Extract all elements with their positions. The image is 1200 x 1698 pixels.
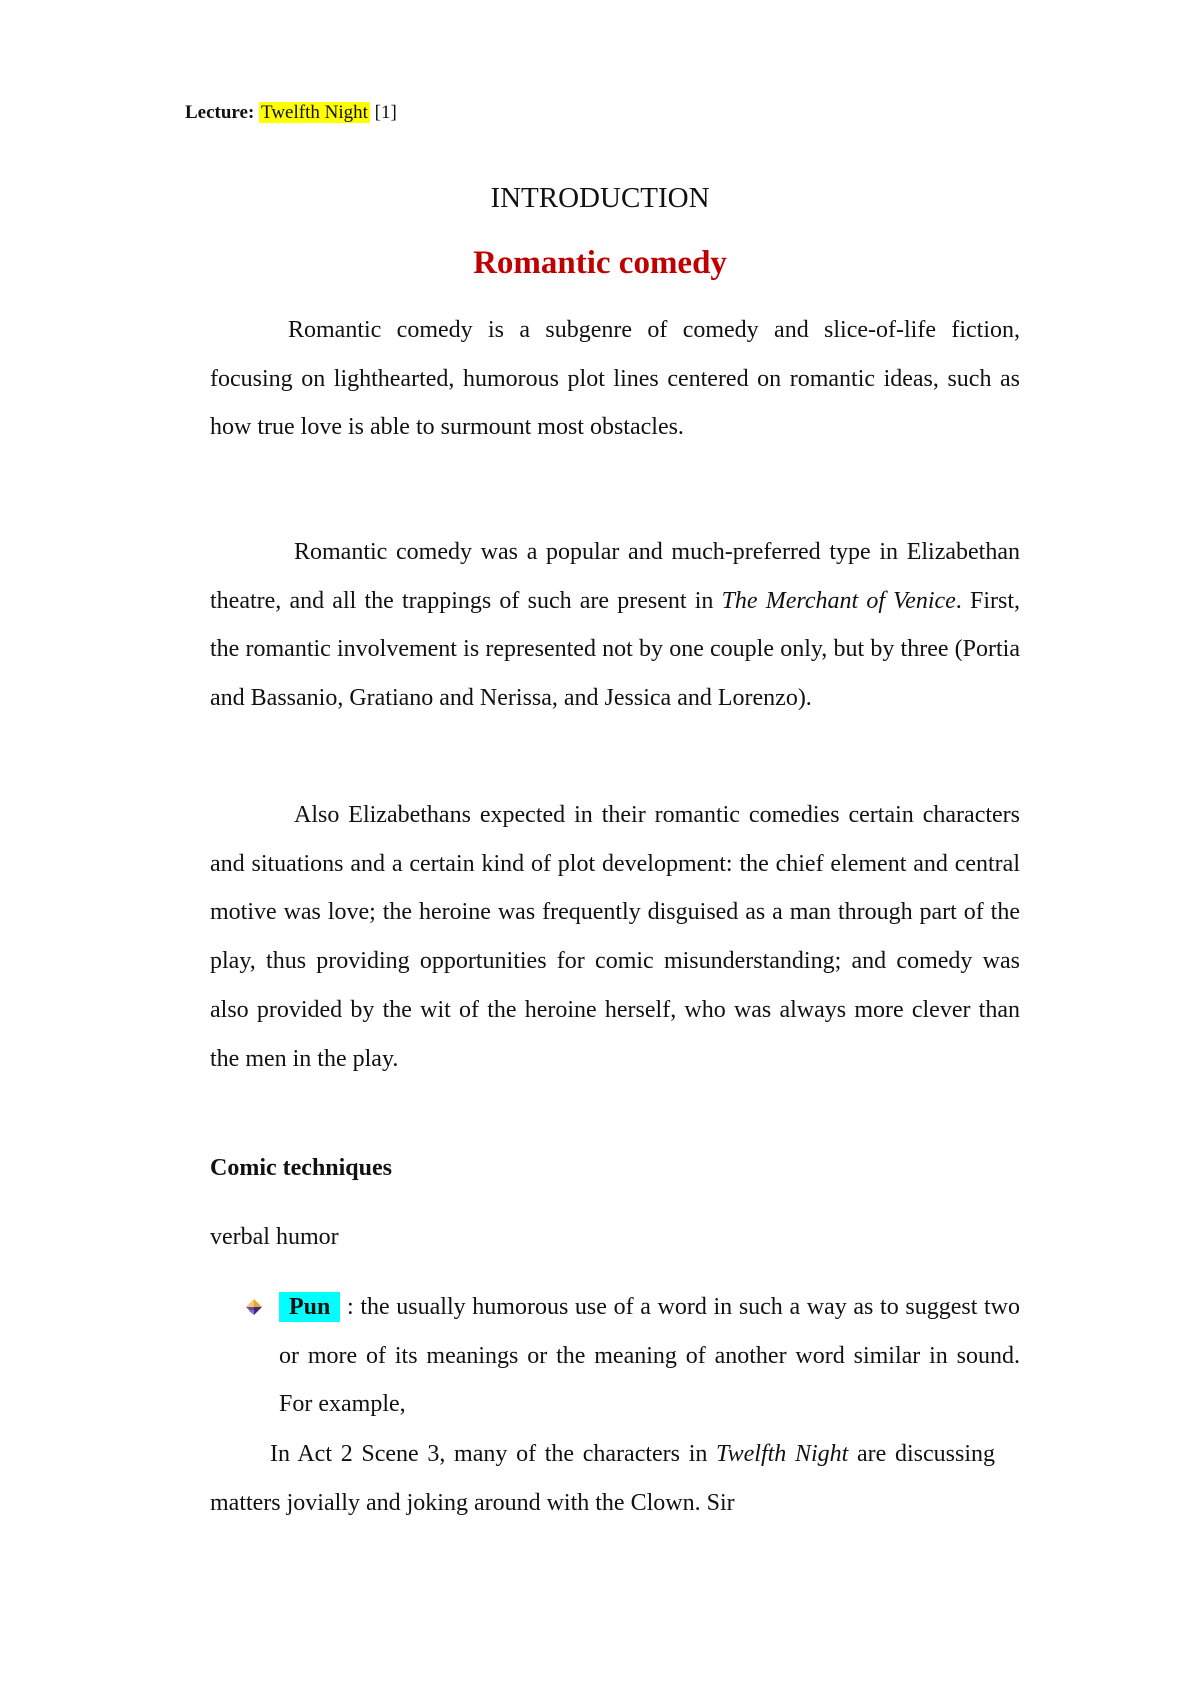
lecture-header [185, 100, 397, 126]
bullet-text: : the usually humorous use of a word in such a way as to suggest two or more of its meanings or the meaning of another word similar in sound. For example, [279, 1294, 1021, 1418]
diamond-arrow-bullet-icon [243, 1297, 265, 1319]
paragraph-3 [210, 791, 1020, 1083]
example-italic: Twelfth Night [716, 1441, 849, 1467]
page-title: INTRODUCTION [490, 182, 710, 214]
header-label: Lecture: [185, 102, 255, 123]
subsection-label: verbal humor [210, 1224, 339, 1250]
paragraph-1 [210, 306, 1020, 452]
paragraph-2-italic: The Merchant of Venice [721, 587, 956, 614]
section-heading: Comic techniques [210, 1155, 392, 1181]
bullet-item-pun [279, 1283, 1020, 1429]
section-subtitle: Romantic comedy [473, 245, 727, 281]
paragraph-1-text: Romantic comedy is a subgenre of comedy and slice-of-life fiction, focusing on lighthearted, humorous plot lines centered on romantic ideas, such as how true love is able to surmount most obstacles. [210, 317, 1020, 441]
example-end: are discussing matters jovially and joking around with the Clown. Sir [210, 1441, 995, 1516]
term-highlight: Pun [279, 1292, 340, 1322]
example-paragraph [210, 1430, 995, 1527]
paragraph-2 [210, 528, 1020, 723]
example-start: In Act 2 Scene 3, many of the characters in [270, 1441, 717, 1467]
header-highlight: Twelfth Night [261, 102, 368, 123]
paragraph-2-start: Romantic comedy was a popular and much-preferred type in Elizabethan theatre, and all the trappings of such are present in [210, 539, 1020, 614]
header-ref: [1] [374, 102, 397, 123]
paragraph-2-end: . First, the romantic involvement is represented not by one couple only, but by three (Portia and Bassanio, Gratiano and Nerissa, and Jessica and Lorenzo). [210, 587, 1020, 712]
paragraph-3-text: Also Elizabethans expected in their romantic comedies certain characters and situations and a certain kind of plot development: the chief element and central motive was love; the heroine was frequently disguised as a man through part of the play, thus providing opportunities for comic misunderstanding; and comedy was also provided by the wit of the heroine herself, who was always more clever than the men in the play. [210, 802, 1020, 1072]
